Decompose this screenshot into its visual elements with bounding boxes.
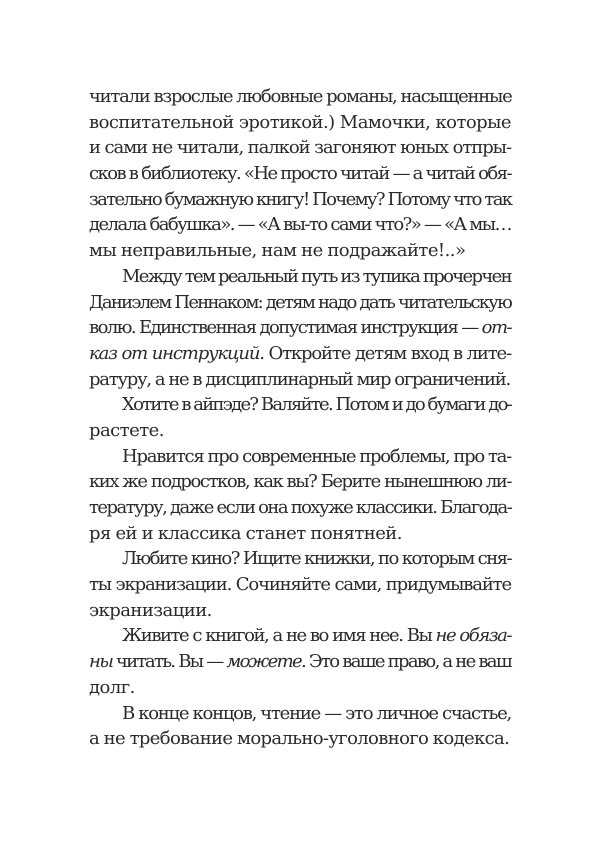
text-segment: ких же подростков, как вы? Берите нынешнюю ли- [89, 471, 511, 493]
paragraph-first-line [89, 623, 511, 649]
text-segment: В конце концов, чтение — это личное счастье, [122, 702, 511, 724]
text-segment: . Это ваше право, а не ваш [301, 651, 511, 673]
text-segment: тературу, даже если она похуже классики. Благода- [89, 497, 512, 518]
paragraph-first-line [89, 444, 511, 470]
paragraph-first-line [89, 392, 511, 418]
text-line [89, 135, 511, 161]
text-segment: читали взрослые любовные романы, насыщенные [89, 86, 512, 107]
paragraph-first-line [89, 546, 511, 572]
text-line [89, 418, 511, 444]
text-line [89, 649, 511, 675]
text-segment: ратуру, а не в дисциплинарный мир ограничений. [89, 368, 511, 390]
text-line [89, 187, 511, 213]
text-segment: воспитательной эротикой.) Мамочки, которые [89, 111, 511, 133]
text-segment: Хотите в айпэде? Валяйте. Потом и до бумаги до- [122, 394, 511, 416]
text-segment: Нравится про современные проблемы, про та- [122, 445, 511, 467]
paragraph-first-line [89, 264, 511, 290]
emphasis-text: можете [226, 651, 302, 673]
text-line [89, 598, 511, 624]
emphasis-text: ны [89, 651, 113, 673]
text-line [89, 572, 511, 598]
text-line [89, 495, 511, 521]
text-line [89, 469, 511, 495]
text-segment: читать. Вы — [112, 651, 227, 673]
text-line [89, 290, 511, 316]
text-segment: Живите с книгой, а не во имя нее. Вы [122, 625, 436, 647]
text-segment: Даниэлем Пеннаком: детям надо дать читательскую [89, 291, 511, 313]
text-segment: экранизации. [89, 599, 212, 621]
text-line [89, 238, 511, 264]
body-text [89, 84, 511, 752]
text-segment: и сами не читали, палкой загоняют юных отпры- [89, 137, 511, 159]
text-line [89, 726, 511, 752]
text-segment: мы неправильные, нам не подражайте!..» [89, 240, 466, 262]
paragraph-first-line [89, 701, 511, 727]
text-line [89, 367, 511, 393]
emphasis-text: от- [481, 317, 511, 339]
text-segment: ря ей и классика станет понятней. [89, 522, 402, 544]
text-segment: волю. Единственная допустимая инструкция — [89, 317, 482, 339]
text-line [89, 110, 511, 136]
text-segment: делала бабушка». — «А вы-то сами что?» — «А мы… [89, 214, 511, 236]
text-line [89, 675, 511, 701]
text-line [89, 341, 511, 367]
text-segment: долг. [89, 676, 135, 698]
text-segment: ты экранизации. Сочиняйте сами, придумывайте [89, 574, 511, 596]
text-segment: Любите кино? Ищите книжки, по которым сня- [122, 548, 511, 570]
text-line [89, 84, 511, 110]
text-segment: сков в библиотеку. «Не просто читай — а читай обя- [89, 163, 511, 185]
emphasis-text: каз от инструкций [89, 342, 260, 364]
text-line [89, 161, 511, 187]
text-segment: а не требование морально-уголовного кодекса. [89, 728, 510, 750]
text-segment: . Откройте детям вход в лите- [259, 342, 511, 364]
text-segment: зательно бумажную книгу! Почему? Потому что так [89, 188, 512, 210]
text-line [89, 315, 511, 341]
text-line [89, 212, 511, 238]
emphasis-text: не обяза- [435, 625, 511, 647]
text-line [89, 521, 511, 547]
text-segment: Между тем реальный путь из тупика прочерчен [122, 265, 511, 287]
text-segment: растете. [89, 419, 164, 441]
